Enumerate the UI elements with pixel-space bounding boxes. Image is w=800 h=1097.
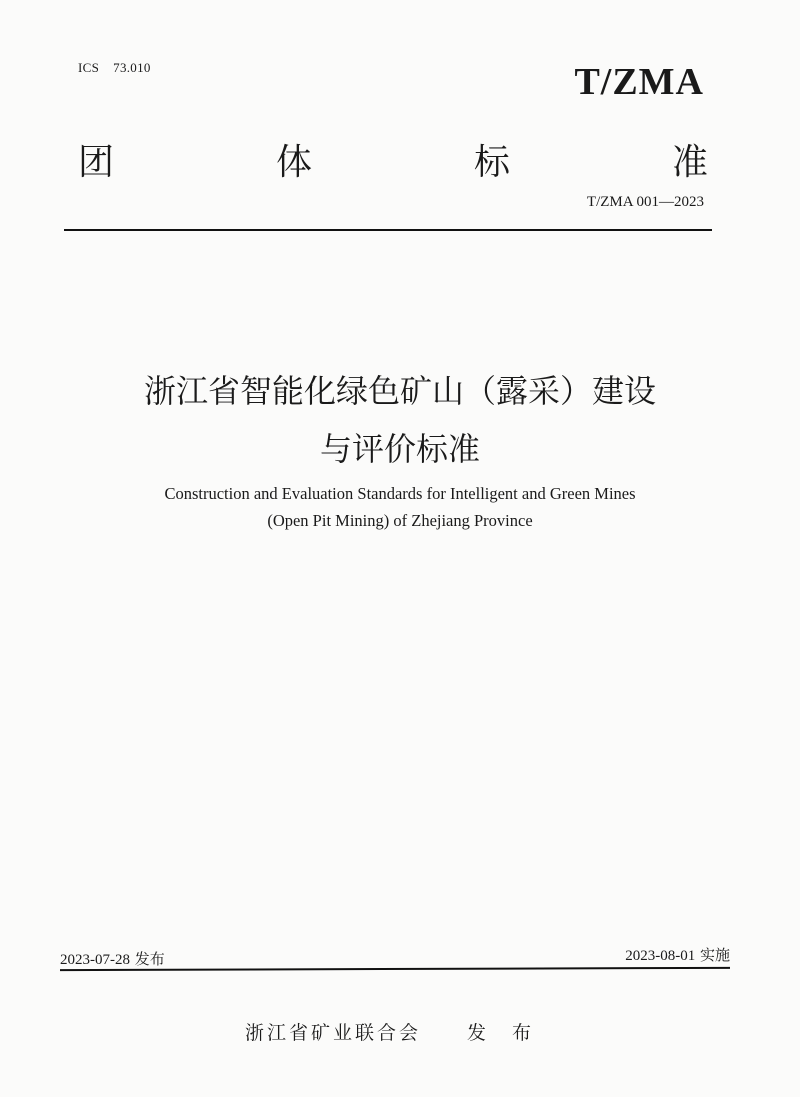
ics-label: ICS (78, 60, 100, 75)
standard-type-heading (78, 134, 708, 185)
ics-code: 73.010 (113, 60, 151, 75)
standard-type-char: 体 (275, 142, 312, 183)
standard-type-char: 团 (78, 142, 115, 183)
implement-date: 2023-08-01 (625, 948, 696, 964)
title-en-line-2: (Open Pit Mining) of Zhejiang Province (267, 511, 533, 530)
implement-label: 实施 (699, 946, 730, 964)
publisher-name: 浙江省矿业联合会 (245, 1022, 422, 1044)
publish-date-block (60, 948, 165, 969)
implement-date-block (625, 944, 730, 965)
standard-type-char: 标 (473, 142, 510, 183)
publish-action: 发 布 (467, 1022, 542, 1044)
publisher-block (245, 1018, 541, 1045)
title-en-line-1: Construction and Evaluation Standards for Intelligent and Green Mines (164, 484, 636, 503)
header-divider (64, 229, 712, 231)
publish-label: 发布 (134, 950, 165, 968)
title-cn-line-2: 与评价标准 (319, 430, 480, 468)
ics-classification (78, 60, 151, 76)
standard-brand: T/ZMA (574, 61, 704, 103)
standard-type-char: 准 (671, 142, 708, 183)
standard-number: T/ZMA 001—2023 (586, 194, 704, 210)
publish-date: 2023-07-28 (60, 952, 130, 968)
title-cn-line-1: 浙江省智能化绿色矿山（露采）建设 (143, 372, 656, 410)
